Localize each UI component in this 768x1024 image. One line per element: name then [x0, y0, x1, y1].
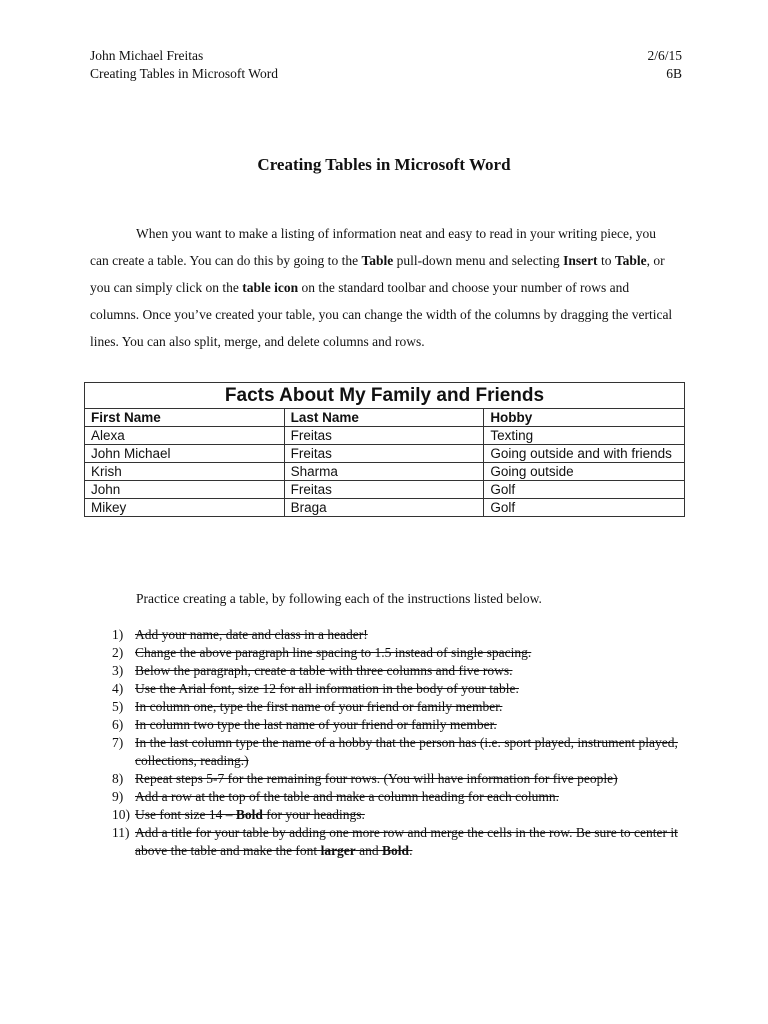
table-row [85, 499, 685, 517]
column-header: First Name [85, 409, 285, 427]
table-row [85, 427, 685, 445]
header-class: 6B [666, 66, 682, 81]
list-item: 4) Use the Arial font, size 12 for all information in the body of your table. [112, 681, 519, 696]
family-friends-table [84, 382, 685, 517]
table-cell: Golf [484, 499, 685, 517]
list-item: 8) Repeat steps 5-7 for the remaining four rows. (You will have information for five people) [112, 771, 618, 786]
table-row [85, 445, 685, 463]
table-cell: Alexa [85, 427, 285, 445]
header-date: 2/6/15 [647, 48, 682, 63]
list-item: 2) Change the above paragraph line spacing to 1.5 instead of single spacing. [112, 645, 532, 660]
table-cell: Going outside and with friends [484, 445, 685, 463]
list-item: 3) Below the paragraph, create a table with three columns and five rows. [112, 663, 513, 678]
list-item: 5) In column one, type the first name of your friend or family member. [112, 699, 503, 714]
table-cell: Freitas [284, 427, 484, 445]
list-item: 6) In column two type the last name of your friend or family member. [112, 717, 497, 732]
page-header [90, 47, 682, 83]
intro-paragraph: When you want to make a listing of information neat and easy to read in your writing piece, you can create a table. You can do this by going to the Table pull-down menu and selecting Insert to Table, or you can simply click on the table icon on the standard toolbar and choose your number of rows and columns. Once you’ve created your table, you can change the width of the columns by dragging the vertical lines. You can also split, merge, and delete columns and rows. [90, 226, 673, 349]
header-subject: Creating Tables in Microsoft Word [90, 66, 278, 81]
practice-intro: Practice creating a table, by following each of the instructions listed below. [136, 591, 542, 606]
table-header-row [85, 409, 685, 427]
table-cell: John Michael [85, 445, 285, 463]
table-cell: Krish [85, 463, 285, 481]
table-cell: Sharma [284, 463, 484, 481]
list-item: 1) Add your name, date and class in a header! [112, 627, 368, 642]
table-cell: Golf [484, 481, 685, 499]
author-name: John Michael Freitas [90, 48, 204, 63]
instruction-list [112, 626, 692, 860]
table-cell: Freitas [284, 445, 484, 463]
list-item: 9) Add a row at the top of the table and make a column heading for each column. [112, 789, 559, 804]
table-cell: Going outside [484, 463, 685, 481]
table-title: Facts About My Family and Friends [85, 383, 685, 409]
document-title: Creating Tables in Microsoft Word [257, 155, 511, 174]
table-cell: Mikey [85, 499, 285, 517]
column-header: Last Name [284, 409, 484, 427]
table-row [85, 463, 685, 481]
table-row [85, 481, 685, 499]
table-cell: Freitas [284, 481, 484, 499]
table-cell: Braga [284, 499, 484, 517]
table-cell: Texting [484, 427, 685, 445]
list-item: 7) In the last column type the name of a hobby that the person has (i.e. sport played, instrument played, collections, reading.) [112, 735, 678, 768]
table-cell: John [85, 481, 285, 499]
column-header: Hobby [484, 409, 685, 427]
list-item: 10) Use font size 14 – Bold for your headings. [112, 807, 365, 822]
list-item: 11) Add a title for your table by adding one more row and merge the cells in the row. Be sure to center it above the table and make the font larger and Bold. [112, 825, 678, 858]
